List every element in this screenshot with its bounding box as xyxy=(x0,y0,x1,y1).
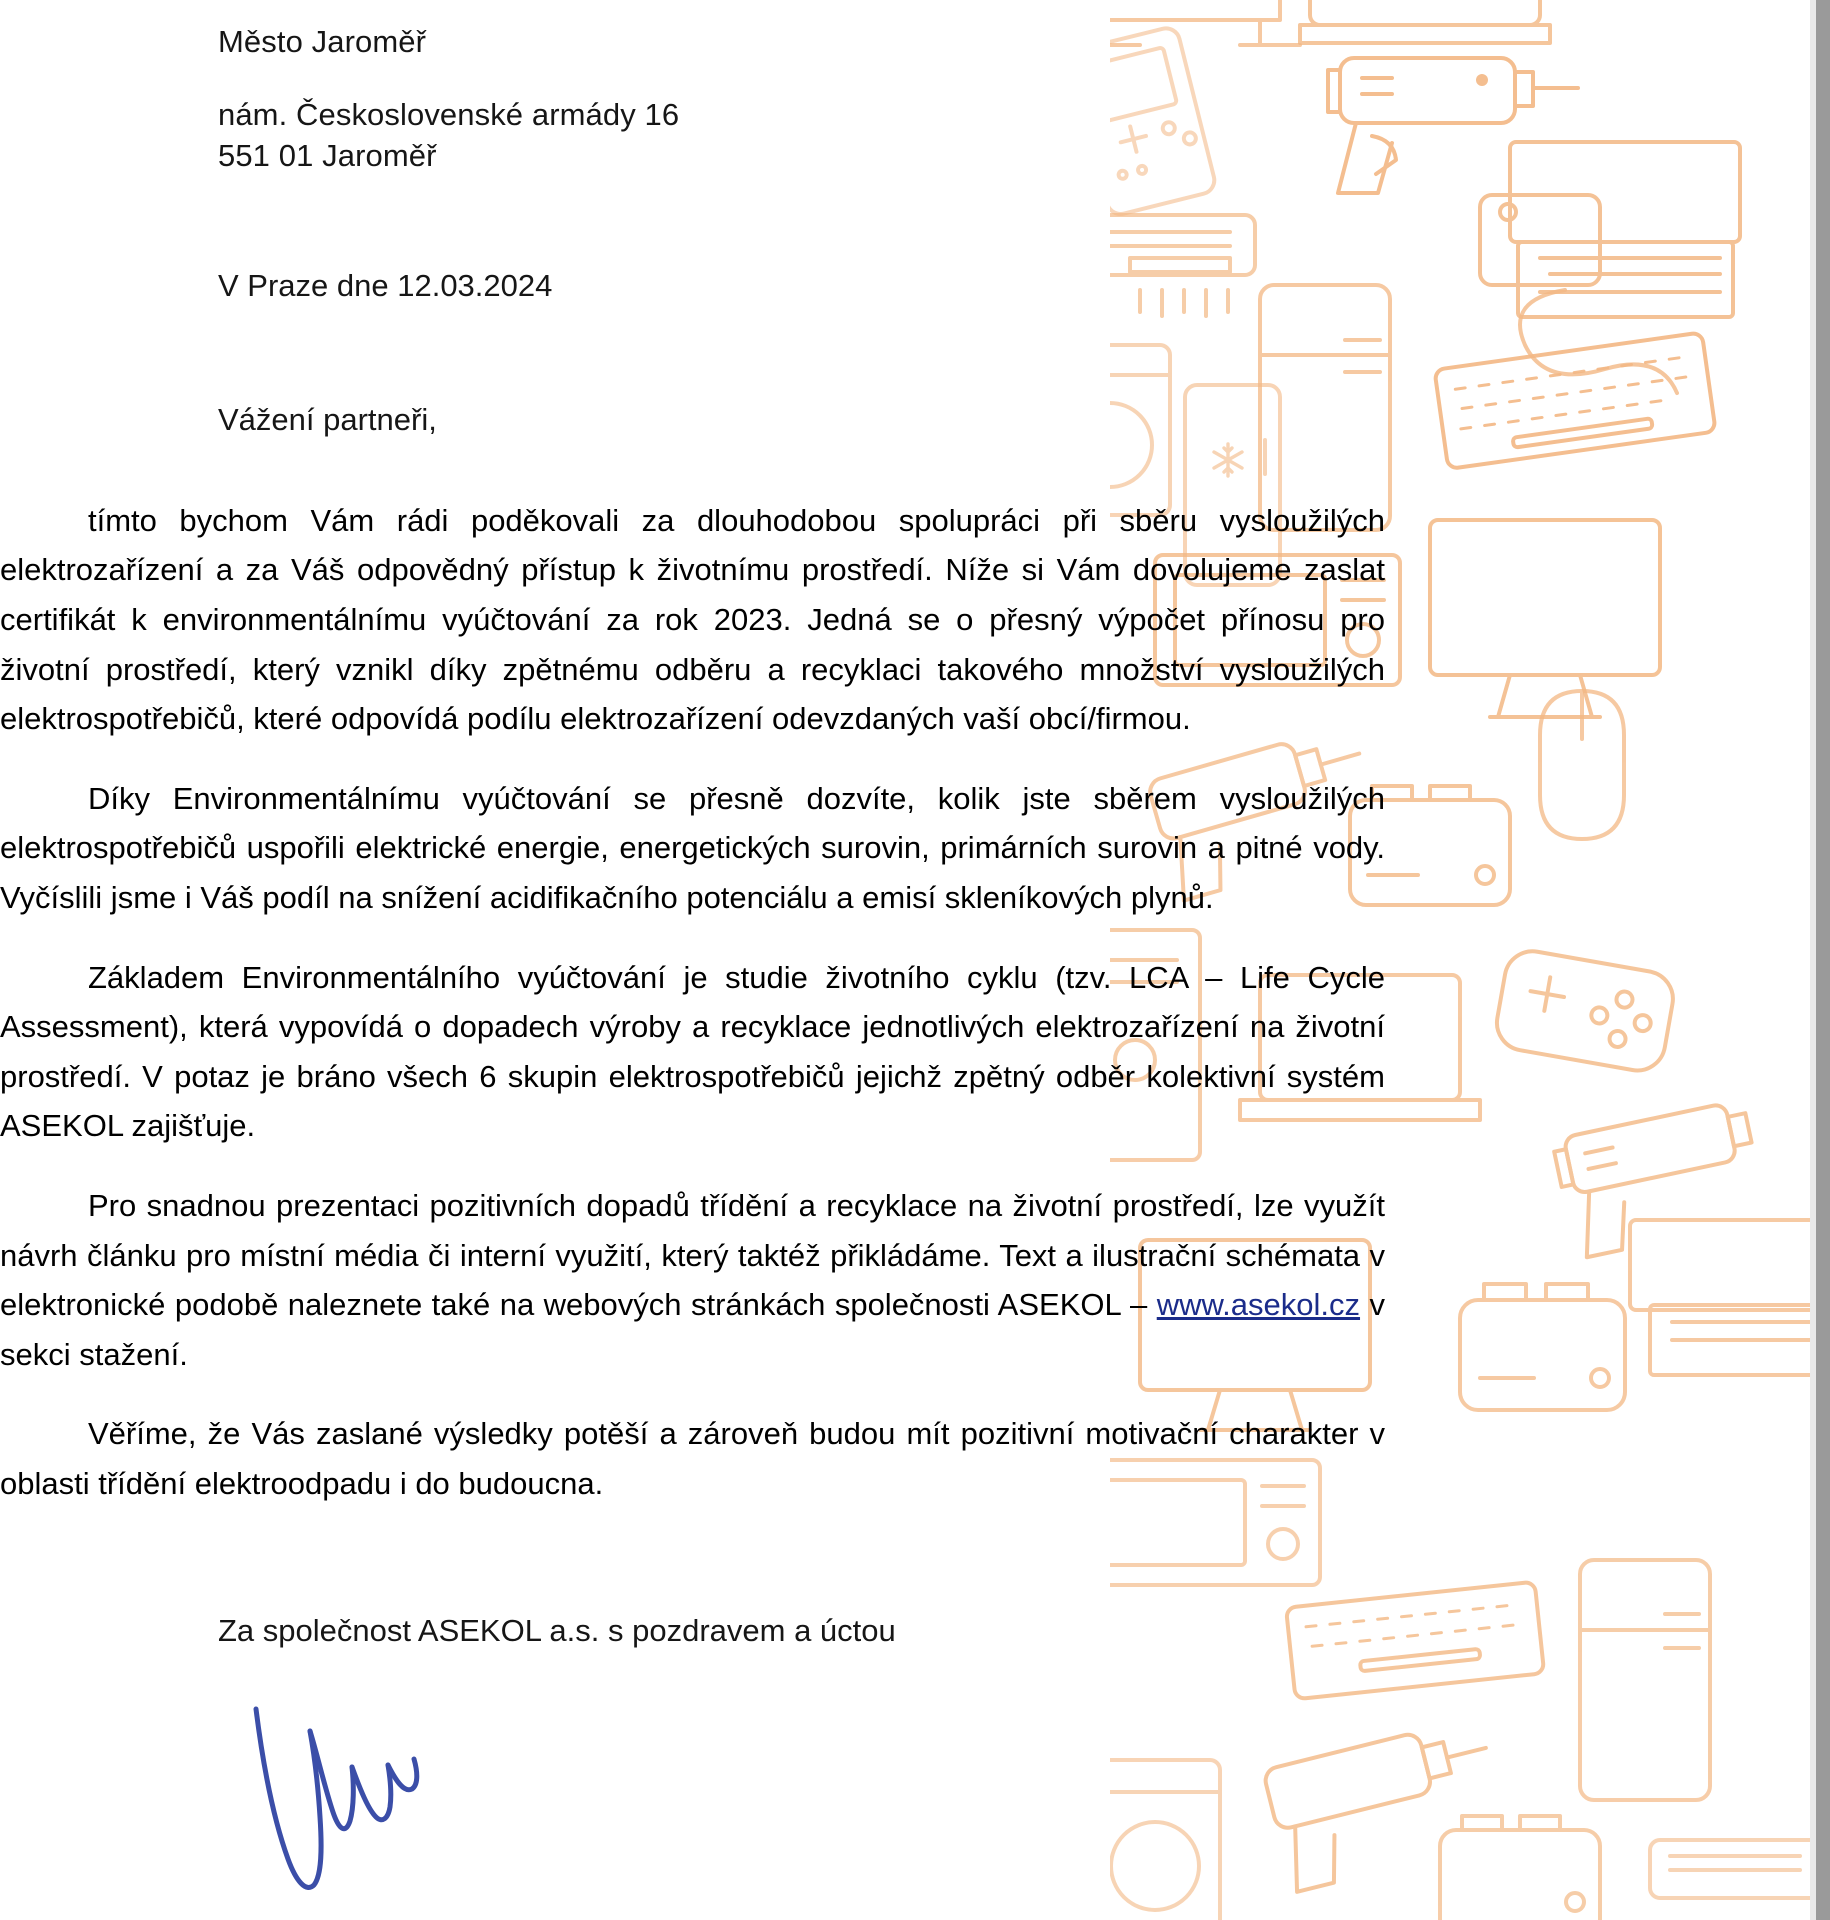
recipient-address xyxy=(218,22,1603,176)
address-spacer xyxy=(218,62,1603,95)
link-paragraph-before: Pro snadnou prezentaci pozitivních dopadů třídění a recyklace na životní prostředí, lze využít návrh článku pro místní média či interní využití, který taktéž přikládáme. Text a ilustrační schémata v elektronické podobě naleznete také na webových stránkách společnosti ASEKOL – xyxy=(0,1188,1385,1323)
recipient-street: nám. Československé armády 16 xyxy=(218,97,680,133)
paragraph-savings: Díky Environmentálnímu vyúčtování se přesně dozvíte, kolik jste sběrem vysloužilých elektrospotřebičů uspořili elektrické energie, energetických surovin, primárních surovin a pitné vody. Vyčíslili jsme i Váš podíl na snížení acidifikačního potenciálu a emisí skleníkových plynů. xyxy=(0,780,1385,916)
place-and-date: V Praze dne 12.03.2024 xyxy=(218,267,553,303)
recipient-city: 551 01 Jaroměř xyxy=(218,137,437,173)
paragraph-thanks: tímto bychom Vám rádi poděkovali za dlouhodobou spolupráci při sběru vysloužilých elektrozařízení a za Váš odpovědný přístup k životnímu prostředí. Níže si Vám dovolujeme zaslat certifikát k environmentálnímu vyúčtování za rok 2023. Jedná se o přesný výpočet přínosu pro životní prostředí, který vznikl díky zpětnému odběru a recyklaci takového množství vysloužilých elektrospotřebičů, které odpovídá podílu elektrozařízení odevzdaných vaší obcí/firmou. xyxy=(0,502,1385,737)
asekol-website-link[interactable]: www.asekol.cz xyxy=(1156,1287,1361,1323)
salutation: Vážení partneři, xyxy=(218,401,437,437)
recipient-name: Město Jaroměř xyxy=(218,24,427,59)
paragraph-lca: Základem Environmentálního vyúčtování je studie životního cyklu (tzv. LCA – Life Cycle Assessment), která vypovídá o dopadech výroby a recyklace jednotlivých elektrozařízení na životní prostředí. V potaz je bráno všech 6 skupin elektrospotřebičů jejichž zpětný odběr kolektivní systém ASEKOL zajišťuje. xyxy=(0,959,1385,1144)
page-edge xyxy=(1816,0,1830,1920)
signature-mark xyxy=(218,1697,548,1920)
closing-line: Za společnost ASEKOL a.s. s pozdravem a úctou xyxy=(218,1612,896,1648)
link-paragraph-after: v sekci stažení. xyxy=(0,1287,1385,1372)
paragraph-closing-wish: Věříme, že Vás zaslané výsledky potěší a zároveň budou mít pozitivní motivační charakter v oblasti třídění elektroodpadu i do budoucna. xyxy=(0,1416,1385,1501)
paragraph-media-link xyxy=(0,1181,1385,1379)
